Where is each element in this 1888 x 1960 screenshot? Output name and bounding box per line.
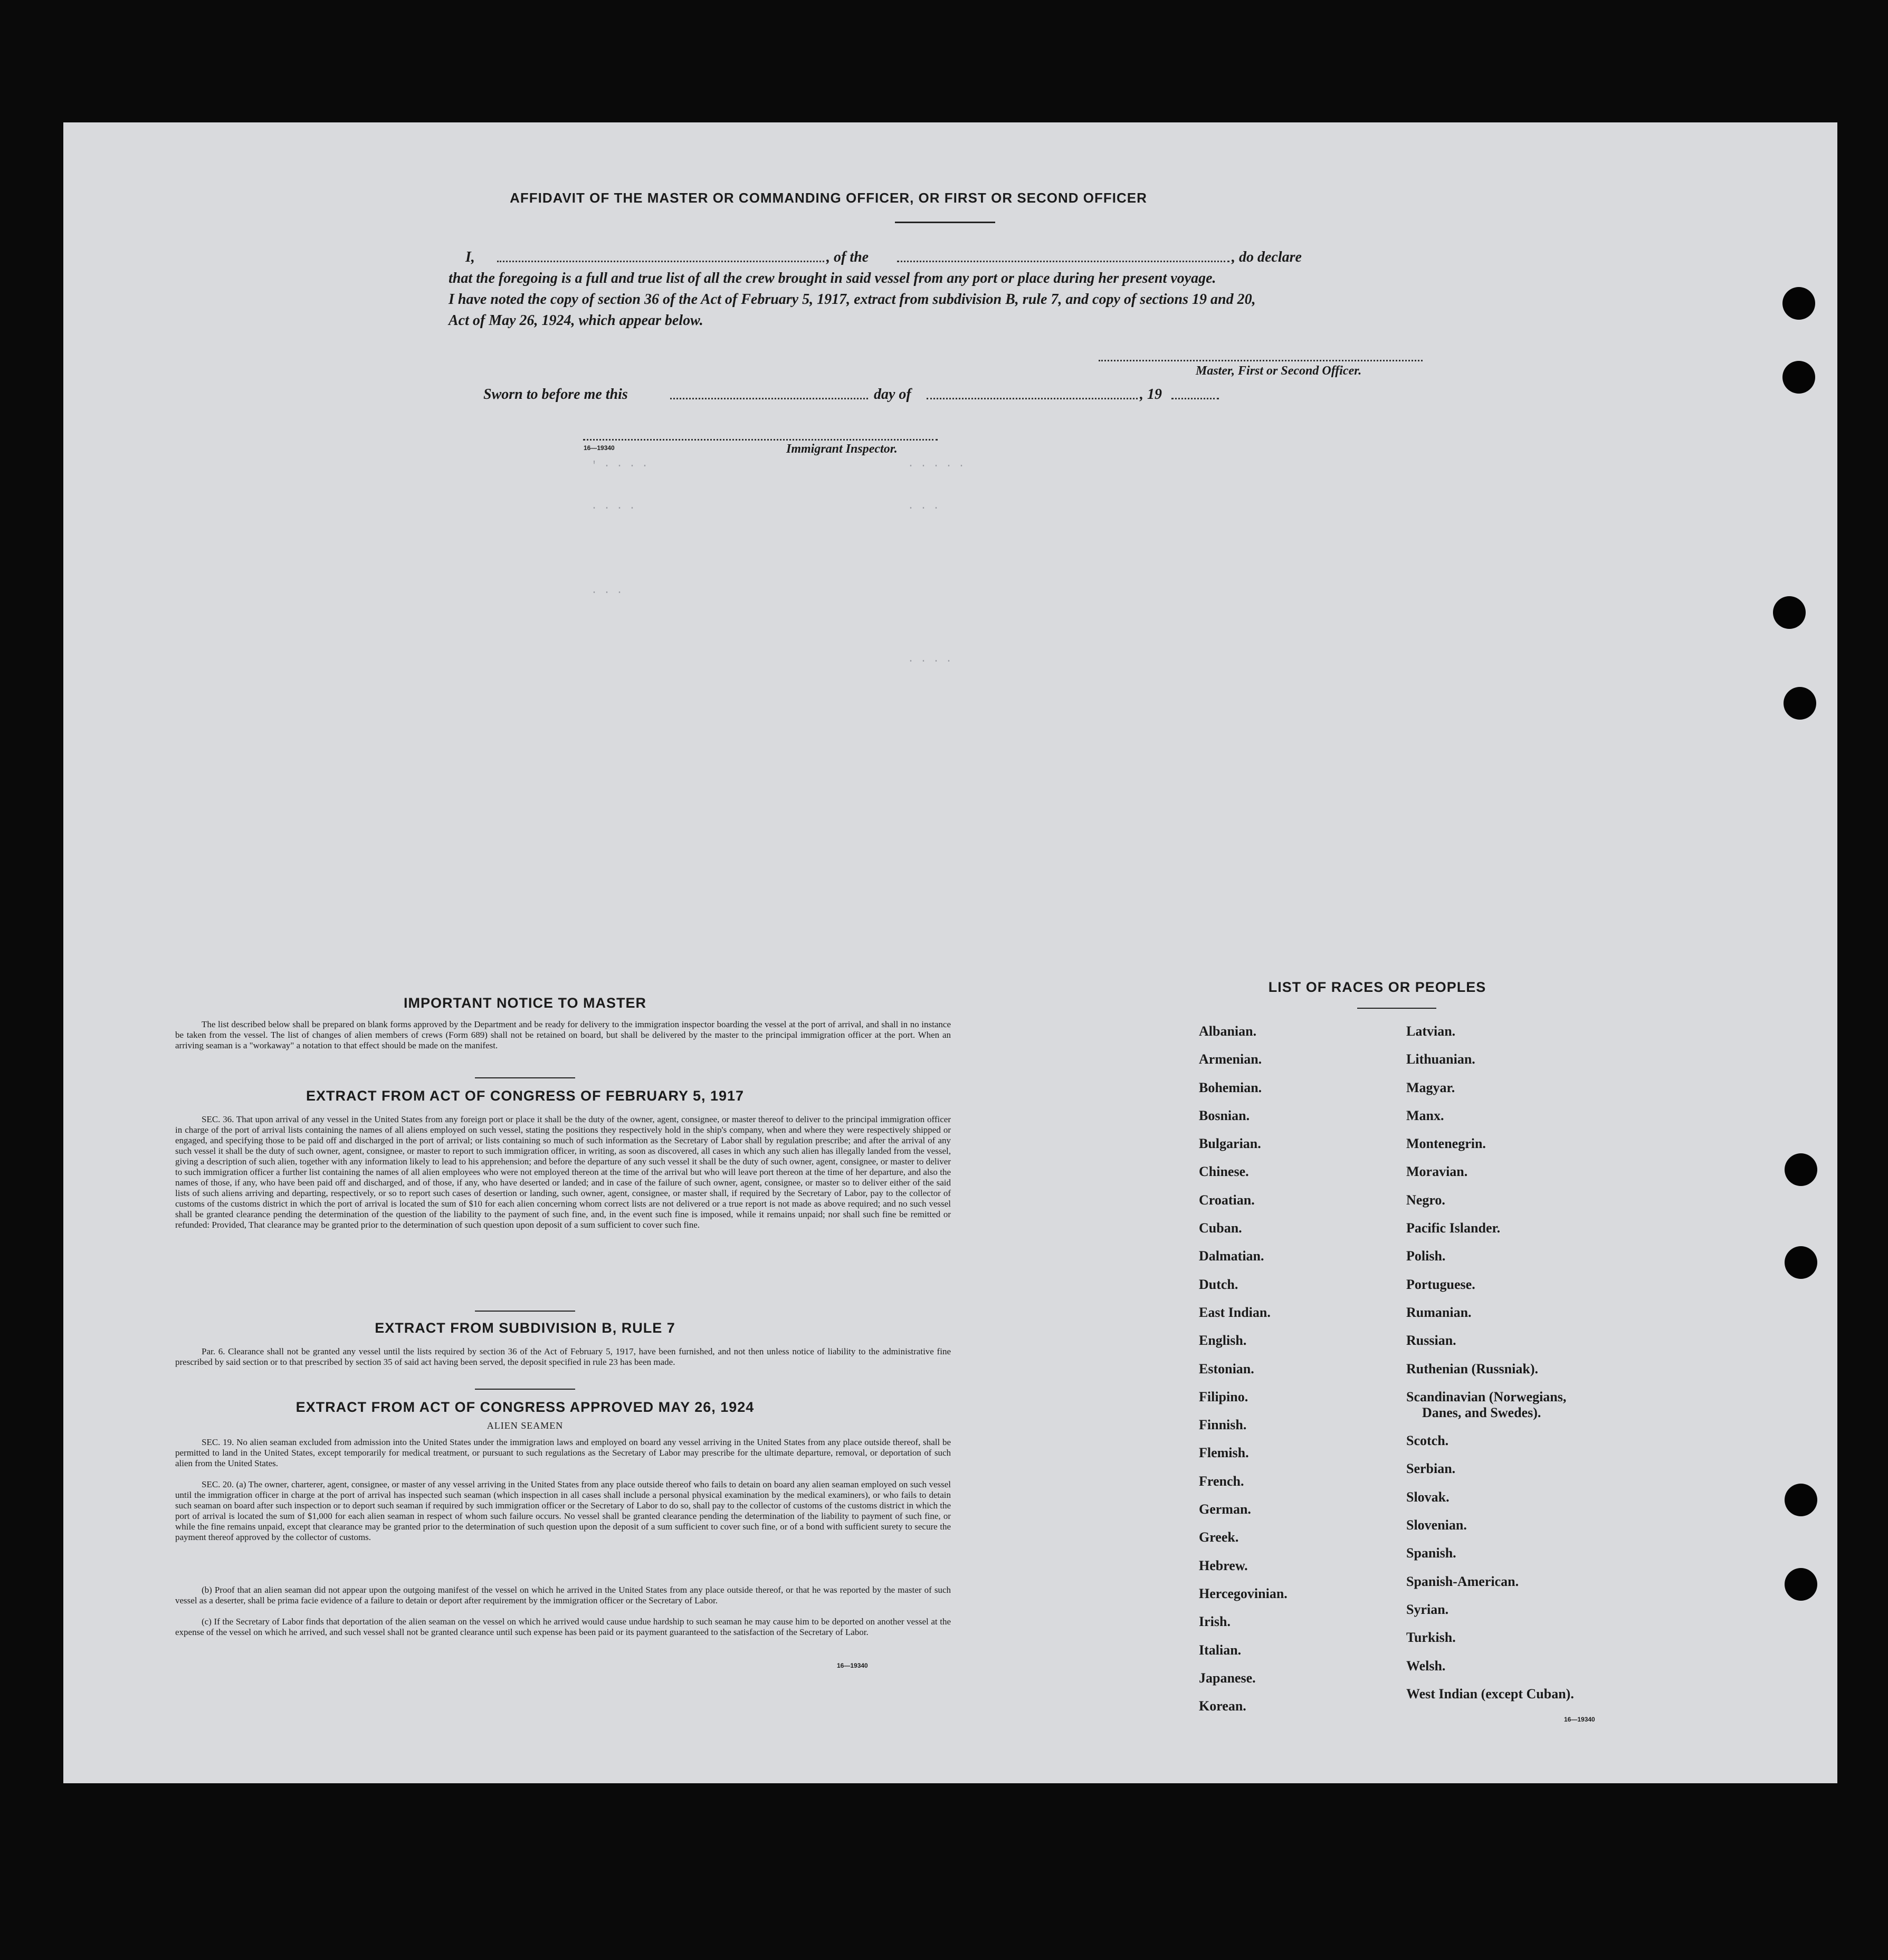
sec20a-text: SEC. 20. (a) The owner, charterer, agent, consignee, or master of any vessel arriving in the United States from any place outside thereof who fails to detain on board any alien seaman employed on such vessel until the immigration officer in charge at the port of arrival has inspected such seaman (which inspection in all cases shall include a personal physical examination by the medical examiners), or who fails to detain such seaman on board after such inspection or to deport such seaman if required by such immigration officer or the Secretary of Labor to do so, shall pay to the collector of customs of the customs district in which the port of arrival is located the sum of $1,000 for each alien seaman in respect of whom such failure occurs. No vessel shall be granted clearance pending the determination of the liability to payment of such fine, or while the fine remains unpaid, except that clearance may be granted prior to the determination of such question upon the deposit of a sum sufficient to cover such fine, or of a bond with sufficient surety to secure the payment thereof approved by the collector of customs. bbox=[175, 1479, 951, 1542]
binder-hole bbox=[1785, 1484, 1817, 1516]
races-title: LIST OF RACES OR PEOPLES bbox=[1268, 979, 1486, 995]
year-prefix: , 19 bbox=[1140, 386, 1162, 403]
race-item: Dalmatian. bbox=[1199, 1248, 1264, 1264]
race-item: Japanese. bbox=[1199, 1670, 1256, 1686]
races-left-column bbox=[1199, 1024, 1288, 1726]
extract-1917-text: SEC. 36. That upon arrival of any vessel in the United States from any foreign port or place it shall be the duty of the owner, agent, consignee, or master thereof to deliver to the principal immigration officer in charge of the port of arrival lists containing the names of all aliens employed on such vessel, stating the positions they respectively hold in the ship's company, when and where they were respectively shipped or engaged, and specifying those to be paid off and discharged in the port of arrival; or lists containing so much of such information as the Secretary of Labor shall by regulation prescribe; and after the arrival of any such vessel it shall be the duty of such owner, agent, consignee, or master to report to such immigration officer, in writing, as soon as discovered, all cases in which any such alien has illegally landed from the vessel, giving a description of such alien, together with any information likely to lead to his apprehension; and before the departure of any such vessel it shall be the duty of such owner, agent, consignee, or master to deliver to such immigration officer a further list containing the names of all alien employees who were not employed thereon at the time of the arrival but who will leave port thereon at the time of her departure, and also the names of those, if any, who have been paid off and discharged, and of those, if any, who have deserted or landed; and in case of the failure of such owner, agent, consignee, or master so to deliver either of the said lists of such aliens arriving and departing, respectively, or so to report such cases of desertion or landing, such owner, agent, consignee, or master shall, if required by the Secretary of Labor, pay to the collector of customs of the customs district in which the port of arrival is located the sum of $10 for each alien concerning whom correct lists are not delivered or a true report is not made as above required; and no such vessel shall be granted clearance pending the determination of the question of the liability to the payment of such fine, and, in the event such fine is imposed, while it remains unpaid; nor shall such fine be remitted or refunded: Provided, That clearance may be granted prior to the determination of such question upon deposit of a sum sufficient to cover such fine. bbox=[175, 1114, 951, 1230]
race-item: Portuguese. bbox=[1406, 1276, 1475, 1292]
inspector-label: Immigrant Inspector. bbox=[786, 442, 898, 456]
binder-hole bbox=[1773, 596, 1806, 629]
binder-hole bbox=[1785, 1153, 1817, 1186]
race-item: Manx. bbox=[1406, 1107, 1444, 1123]
race-item: Chinese. bbox=[1199, 1164, 1249, 1180]
binder-hole bbox=[1785, 1568, 1817, 1601]
race-item: Spanish-American. bbox=[1406, 1573, 1519, 1589]
rule7-title: EXTRACT FROM SUBDIVISION B, RULE 7 bbox=[375, 1320, 675, 1336]
race-item: Hercegovinian. bbox=[1199, 1585, 1288, 1601]
notice-title: IMPORTANT NOTICE TO MASTER bbox=[404, 995, 646, 1011]
bleed-through-mark: · · · · bbox=[591, 502, 636, 514]
race-item: Flemish. bbox=[1199, 1445, 1249, 1461]
race-item: Hebrew. bbox=[1199, 1557, 1248, 1573]
race-item: Bulgarian. bbox=[1199, 1136, 1261, 1152]
race-item: Russian. bbox=[1406, 1333, 1456, 1349]
race-item: Serbian. bbox=[1406, 1461, 1456, 1477]
year-blank[interactable] bbox=[1171, 398, 1219, 399]
section-divider bbox=[475, 1077, 575, 1078]
vessel-blank[interactable] bbox=[897, 261, 1229, 262]
race-item: Albanian. bbox=[1199, 1024, 1257, 1039]
title-divider bbox=[895, 222, 995, 223]
race-item: Ruthenian (Russniak). bbox=[1406, 1361, 1538, 1376]
section-divider bbox=[475, 1311, 575, 1312]
sec20c-text: (c) If the Secretary of Labor finds that deportation of the alien seaman on the vessel on which he arrived would cause undue hardship to such seaman he may cause him to be deported on another vessel at the expense of the vessel on which he arrived, and such vessel shall not be granted clearance until such expense has been paid or its payment guaranteed to the satisfaction of the Secretary of Labor. bbox=[175, 1617, 951, 1637]
race-item: Turkish. bbox=[1406, 1630, 1456, 1646]
extract-1924-title: EXTRACT FROM ACT OF CONGRESS APPROVED MAY 26, 1924 bbox=[295, 1399, 755, 1415]
inspector-signature-line[interactable] bbox=[583, 439, 938, 441]
name-blank[interactable] bbox=[497, 261, 824, 262]
extract-1924-subtitle: ALIEN SEAMEN bbox=[487, 1420, 564, 1431]
race-item: Lithuanian. bbox=[1406, 1051, 1475, 1067]
race-item: Croatian. bbox=[1199, 1192, 1255, 1208]
race-item: Negro. bbox=[1406, 1192, 1445, 1208]
race-item: Scandinavian (Norwegians, bbox=[1406, 1389, 1567, 1404]
race-item: West Indian (except Cuban). bbox=[1406, 1686, 1574, 1701]
race-item: Spanish. bbox=[1406, 1545, 1456, 1561]
day-of-text: day of bbox=[874, 386, 911, 403]
race-item: Korean. bbox=[1199, 1698, 1246, 1714]
affidavit-title: AFFIDAVIT OF THE MASTER OR COMMANDING OFFICER, OR FIRST OR SECOND OFFICER bbox=[510, 190, 1147, 206]
race-item: Magyar. bbox=[1406, 1079, 1455, 1095]
race-item: Cuban. bbox=[1199, 1220, 1242, 1236]
races-right-column bbox=[1406, 1024, 1574, 1714]
race-item: Bohemian. bbox=[1199, 1079, 1262, 1095]
race-item: French. bbox=[1199, 1473, 1244, 1489]
race-item: Latvian. bbox=[1406, 1024, 1456, 1039]
binder-hole bbox=[1785, 1246, 1817, 1279]
bleed-through-mark: ' · · · · bbox=[591, 460, 649, 472]
race-item: Scotch. bbox=[1406, 1433, 1449, 1449]
month-blank[interactable] bbox=[927, 398, 1138, 399]
race-item: German. bbox=[1199, 1502, 1251, 1517]
race-item: Moravian. bbox=[1406, 1164, 1468, 1180]
race-item: Pacific Islander. bbox=[1406, 1220, 1501, 1236]
race-item: Welsh. bbox=[1406, 1658, 1446, 1674]
race-item: Italian. bbox=[1199, 1642, 1242, 1658]
bleed-through-mark: · · · · bbox=[908, 655, 952, 667]
race-item: Syrian. bbox=[1406, 1601, 1449, 1617]
binder-hole bbox=[1782, 361, 1815, 394]
affidavit-of-the: , of the bbox=[826, 249, 869, 265]
affidavit-do-declare: , do declare bbox=[1232, 249, 1302, 265]
race-item: Greek. bbox=[1199, 1529, 1239, 1545]
race-item: Montenegrin. bbox=[1406, 1136, 1486, 1152]
race-item: Dutch. bbox=[1199, 1276, 1238, 1292]
master-label: Master, First or Second Officer. bbox=[1196, 364, 1362, 378]
form-number-top: 16—19340 bbox=[584, 444, 615, 452]
races-divider bbox=[1357, 1008, 1436, 1009]
race-item: Bosnian. bbox=[1199, 1107, 1250, 1123]
race-item: Irish. bbox=[1199, 1614, 1231, 1630]
affidavit-line3: I have noted the copy of section 36 of the Act of February 5, 1917, extract from subdivision B, rule 7, and copy of sections 19 and 20, bbox=[449, 291, 1256, 308]
section-divider bbox=[475, 1389, 575, 1390]
race-item: English. bbox=[1199, 1333, 1247, 1349]
binder-hole bbox=[1782, 287, 1815, 320]
master-signature-line[interactable] bbox=[1099, 360, 1423, 361]
notice-text: The list described below shall be prepared on blank forms approved by the Department and be ready for delivery to the immigration inspector boarding the vessel at the port of arrival, and shall in no instance be taken from the vessel. The list of changes of alien members of crews (Form 689) shall not be retained on board, but shall be delivered by the master to the principal immigration officer at the port. When an arriving seaman is a "workaway" a notation to that effect should be made on the manifest. bbox=[175, 1019, 951, 1050]
race-item: Danes, and Swedes). bbox=[1422, 1404, 1541, 1420]
bleed-through-mark: · · · · · bbox=[908, 460, 965, 472]
race-item: East Indian. bbox=[1199, 1304, 1271, 1320]
bleed-through-mark: · · · bbox=[591, 587, 623, 599]
sworn-text: Sworn to before me this bbox=[483, 386, 628, 403]
form-number-left: 16—19340 bbox=[837, 1662, 868, 1669]
race-item: Slovenian. bbox=[1406, 1517, 1467, 1533]
race-item: Slovak. bbox=[1406, 1489, 1450, 1505]
affidavit-line2: that the foregoing is a full and true list of all the crew brought in said vessel from any port or place during her present voyage. bbox=[449, 270, 1216, 286]
affidavit-line4: Act of May 26, 1924, which appear below. bbox=[449, 312, 703, 329]
sec19-text: SEC. 19. No alien seaman excluded from admission into the United States under the immigration laws and employed on board any vessel arriving in the United States from any place outside thereof, shall be permitted to land in the United States, except temporarily for medical treatment, or pursuant to such regulations as the Secretary of Labor may prescribe for the ultimate departure, removal, or deportation of such alien from the United States. bbox=[175, 1437, 951, 1468]
sec20b-text: (b) Proof that an alien seaman did not appear upon the outgoing manifest of the vessel on which he arrived in the United States from any place outside thereof, or that he was reported by the master of such vessel as a deserter, shall be prima facie evidence of a failure to detain or deport after requirement by the immigration officer or the Secretary of Labor. bbox=[175, 1585, 951, 1605]
bleed-through-mark: · · · bbox=[908, 502, 940, 514]
form-number-right: 16—19340 bbox=[1564, 1716, 1595, 1723]
document-page bbox=[63, 122, 1837, 1783]
race-item: Armenian. bbox=[1199, 1051, 1262, 1067]
day-blank[interactable] bbox=[670, 398, 868, 399]
race-item: Filipino. bbox=[1199, 1389, 1248, 1404]
race-item: Finnish. bbox=[1199, 1417, 1247, 1433]
race-item: Estonian. bbox=[1199, 1361, 1254, 1376]
race-item: Rumanian. bbox=[1406, 1304, 1472, 1320]
extract-1917-title: EXTRACT FROM ACT OF CONGRESS OF FEBRUARY 5, 1917 bbox=[306, 1088, 745, 1104]
binder-hole bbox=[1784, 687, 1816, 720]
rule7-text: Par. 6. Clearance shall not be granted any vessel until the lists required by section 36 of the Act of February 5, 1917, have been furnished, and not then unless notice of liability to the administrative fine prescribed by said section or to that prescribed by section 35 of said act having been served, the deposit specified in rule 23 has been made. bbox=[175, 1346, 951, 1367]
race-item: Polish. bbox=[1406, 1248, 1446, 1264]
affidavit-i: I, bbox=[465, 249, 475, 265]
